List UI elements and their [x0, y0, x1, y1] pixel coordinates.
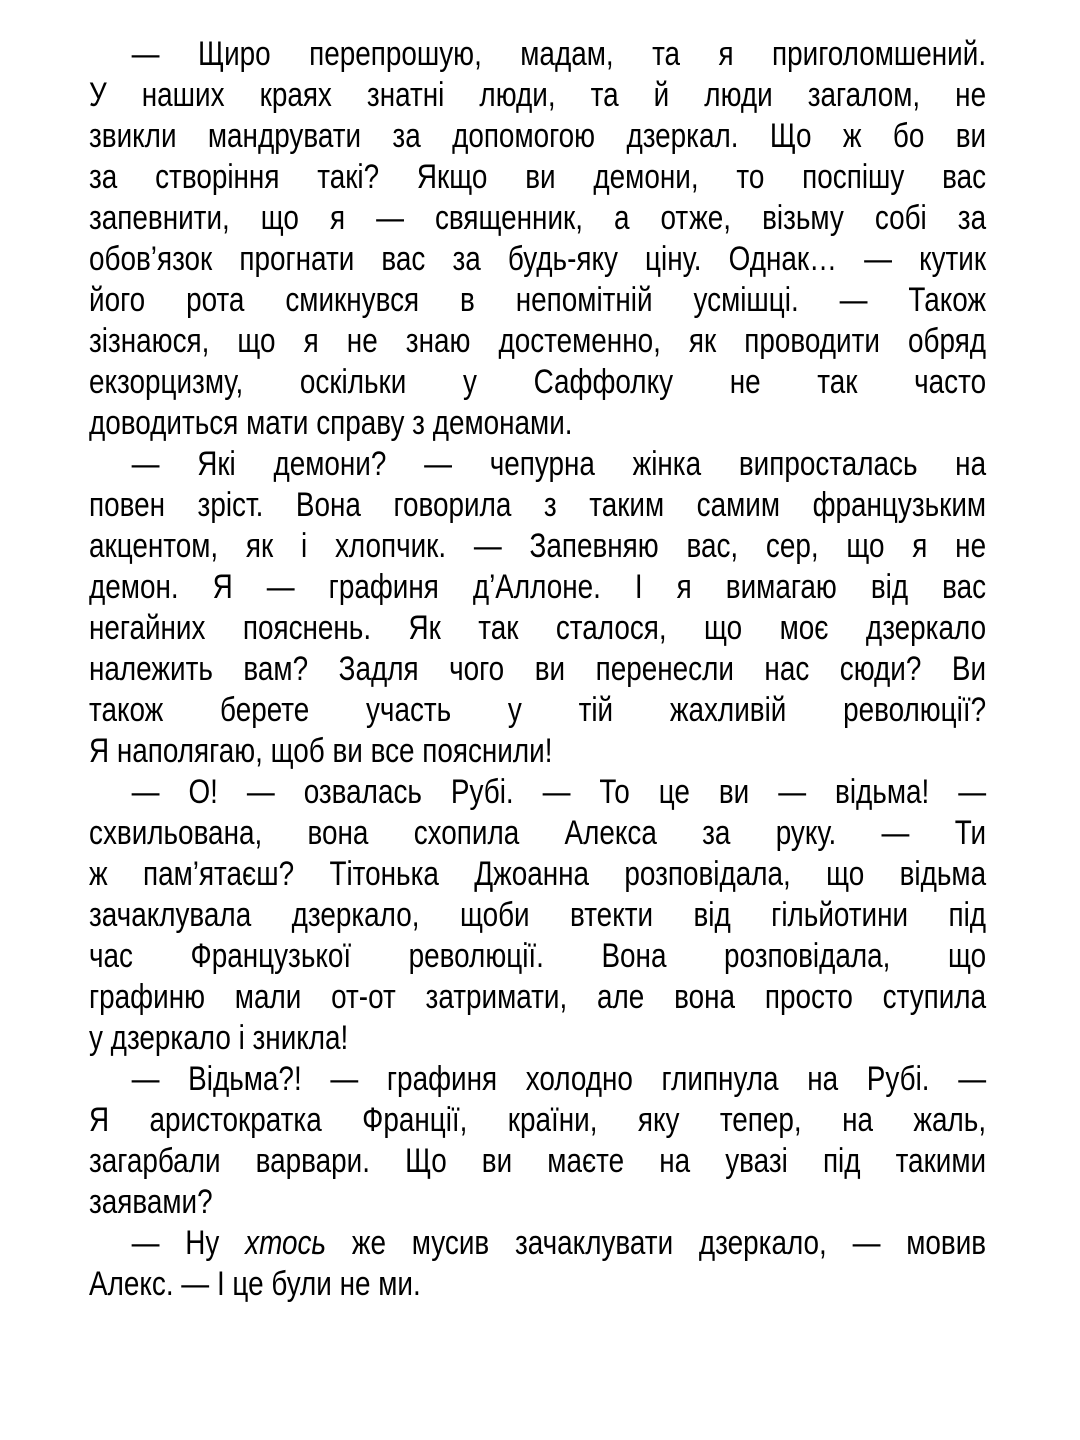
text-line: зачаклувала дзеркало, щоби втекти від гільйотини під — [89, 896, 987, 934]
text-line: У наших краях знатні люди, та й люди загалом, не — [89, 76, 987, 114]
text-line: його рота смикнувся в непомітній усмішці. — Також — [89, 281, 987, 319]
italic-word: хтось — [245, 1224, 327, 1262]
paragraph-2 — [89, 444, 986, 772]
text-line: запевнити, що я — священник, а отже, візьму собі за — [89, 199, 987, 237]
text-line: доводиться мати справу з демонами. — [89, 404, 573, 442]
paragraph-5 — [89, 1223, 986, 1305]
line-segment: — Ну — [131, 1224, 246, 1262]
text-line: час Французької революції. Вона розповідала, що — [89, 937, 987, 975]
text-line: зізнаюся, що я не знаю достеменно, як проводити обряд — [89, 322, 987, 360]
text-line: графиню мали от-от затримати, але вона просто ступила — [89, 978, 987, 1016]
text-line: акцентом, як і хлопчик. — Запевняю вас, сер, що я не — [89, 527, 987, 565]
text-line: екзорцизму, оскільки у Саффолку не так часто — [89, 363, 987, 401]
paragraph-1 — [89, 34, 986, 444]
text-line: Я аристократка Франції, країни, яку тепер, на жаль, — [89, 1101, 987, 1139]
paragraph-3 — [89, 772, 986, 1059]
text-line: звикли мандрувати за допомогою дзеркал. Що ж бо ви — [89, 117, 987, 155]
text-line: — Щиро перепрошую, мадам, та я приголомшений. — [131, 35, 987, 73]
text-line: — Відьма?! — графиня холодно глипнула на Рубі. — — [131, 1060, 987, 1098]
paragraph-4 — [89, 1059, 986, 1223]
text-line: у дзеркало і зникла! — [89, 1019, 349, 1057]
text-column — [89, 34, 986, 1305]
text-line: негайних пояснень. Як так сталося, що моє дзеркало — [89, 609, 987, 647]
text-line: за створіння такі? Якщо ви демони, то поспішу вас — [89, 158, 987, 196]
text-line: загарбали варвари. Що ви маєте на увазі під такими — [89, 1142, 987, 1180]
text-line: обов’язок прогнати вас за будь-яку ціну. Однак… — кутик — [89, 240, 987, 278]
text-line: схвильована, вона схопила Алекса за руку. — Ти — [89, 814, 987, 852]
text-line: ж пам’ятаєш? Тітонька Джоанна розповідала, що відьма — [89, 855, 987, 893]
text-line: Алекс. — І це були не ми. — [89, 1265, 421, 1303]
text-line: заявами? — [89, 1183, 213, 1221]
text-line: Я наполягаю, щоб ви все пояснили! — [89, 732, 553, 770]
text-line: — О! — озвалась Рубі. — То це ви — відьма! — — [131, 773, 987, 811]
text-line — [89, 1223, 986, 1264]
line-segment: же мусив зачаклувати дзеркало, — мовив — [326, 1224, 987, 1262]
text-line: повен зріст. Вона говорила з таким самим французьким — [89, 486, 987, 524]
text-line: належить вам? Задля чого ви перенесли нас сюди? Ви — [89, 650, 987, 688]
text-line: демон. Я — графиня д’Аллоне. І я вимагаю від вас — [89, 568, 987, 606]
text-line: також берете участь у тій жахливій революції? — [89, 691, 987, 729]
text-line: — Які демони? — чепурна жінка випросталась на — [131, 445, 987, 483]
